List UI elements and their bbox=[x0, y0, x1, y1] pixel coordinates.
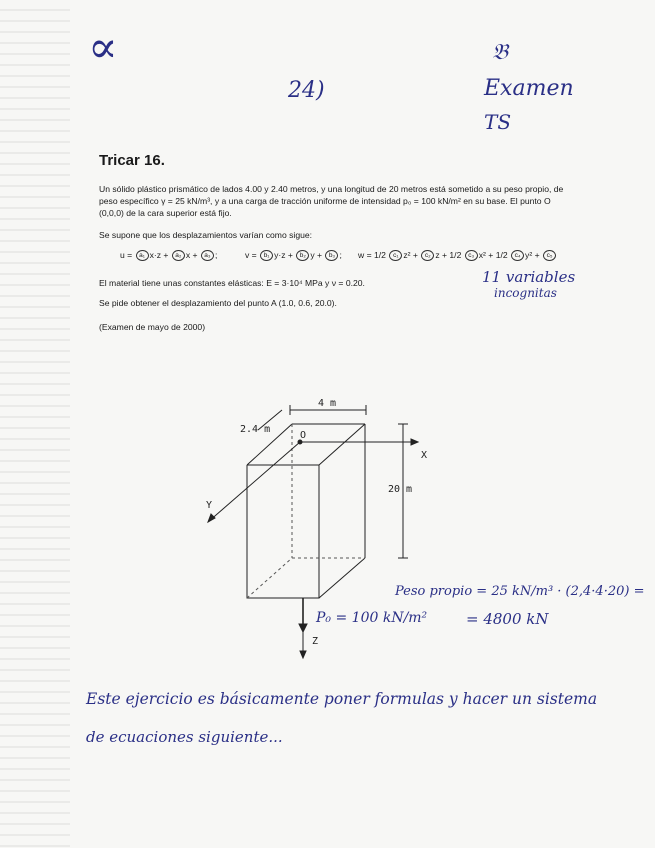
coef-a1: a₁ bbox=[136, 250, 149, 261]
task-statement: Se pide obtener el desplazamiento del punto A (1.0, 0.6, 20.0). bbox=[99, 298, 337, 308]
coef-c3: c₃ bbox=[465, 250, 478, 261]
eq-v-prefix: v = bbox=[245, 250, 257, 260]
eq-v-t1: y·z + bbox=[274, 250, 293, 260]
coef-c4: c₄ bbox=[511, 250, 524, 261]
axis-x-label: X bbox=[421, 450, 428, 461]
margin-note-variables: 11 variables bbox=[482, 268, 576, 286]
coef-c1: c₁ bbox=[389, 250, 402, 261]
eq-u-prefix: u = bbox=[120, 250, 133, 260]
coef-b1: b₁ bbox=[260, 250, 273, 261]
prism-top-right-edge bbox=[319, 424, 365, 465]
self-weight-result: = 4800 kN bbox=[466, 610, 549, 628]
problem-title: Tricar 16. bbox=[99, 152, 165, 169]
eq-w-t2: z + 1/2 bbox=[435, 250, 462, 260]
eq-w-prefix: w = 1/2 bbox=[358, 250, 386, 260]
axis-y-line bbox=[208, 442, 300, 522]
eq-u-t1: x·z + bbox=[149, 250, 169, 260]
displacement-intro: Se supone que los desplazamientos varían como sigue: bbox=[99, 230, 313, 240]
axis-y-label: Y bbox=[206, 500, 213, 511]
top-right-exam: Examen bbox=[484, 76, 574, 101]
eq-v-t2: y + bbox=[310, 250, 323, 260]
material-constants: El material tiene unas constantes elásticas: E = 3·10⁴ MPa y ν = 0.20. bbox=[99, 278, 365, 288]
prism-front-face bbox=[247, 465, 319, 598]
coef-b2: b₂ bbox=[296, 250, 309, 261]
problem-paragraph: Un sólido plástico prismático de lados 4.00 y 2.40 metros, y una longitud de 20 metros está sometido a su peso propio, de peso específico γ = 25 kN/m³, y a una carga de tracción uniforme de intensidad p₀ = 100 kN/m² en su base. El punto O (0,0,0) de la cara superior está fijo. bbox=[99, 184, 564, 218]
dim-depth-label: 2.4 m bbox=[240, 424, 271, 435]
exam-source: (Examen de mayo de 2000) bbox=[99, 322, 206, 332]
bottom-note-line1: Este ejercicio es básicamente poner formulas y hacer un sistema bbox=[86, 690, 598, 708]
coef-a3: a₃ bbox=[201, 250, 214, 261]
prism-hidden-bottom-left bbox=[247, 558, 292, 598]
origin-label: O bbox=[300, 430, 307, 441]
top-left-mark: ∝ bbox=[88, 22, 118, 73]
dim-width-label: 4 m bbox=[318, 398, 337, 409]
margin-note-incognitas: incognitas bbox=[494, 286, 557, 300]
eq-v-t3: ; bbox=[339, 250, 342, 260]
top-right-ts: TS bbox=[484, 110, 512, 134]
top-right-scribble: 𝔅 bbox=[492, 40, 508, 65]
coef-c5: c₅ bbox=[543, 250, 556, 261]
coef-b3: b₃ bbox=[325, 250, 338, 261]
load-label: P₀ = 100 kN/m² bbox=[316, 610, 428, 626]
eq-u-t3: ; bbox=[214, 250, 218, 260]
eq-w-t3: x² + 1/2 bbox=[478, 250, 508, 260]
eq-w-t4: y² + bbox=[525, 250, 540, 260]
eq-w-t1: z² + bbox=[403, 250, 418, 260]
bottom-note-line2: de ecuaciones siguiente... bbox=[86, 728, 283, 746]
coef-c2: c₂ bbox=[421, 250, 434, 261]
top-center-number: 24) bbox=[288, 78, 325, 103]
coef-a2: a₂ bbox=[172, 250, 185, 261]
dim-height-label: 20 m bbox=[388, 484, 413, 495]
axis-z-label: Z bbox=[312, 636, 319, 647]
prism-bottom-right-edge bbox=[319, 558, 365, 598]
eq-u-t2: x + bbox=[185, 250, 198, 260]
self-weight-calc: Peso propio = 25 kN/m³ · (2,4·4·20) = bbox=[395, 584, 645, 599]
